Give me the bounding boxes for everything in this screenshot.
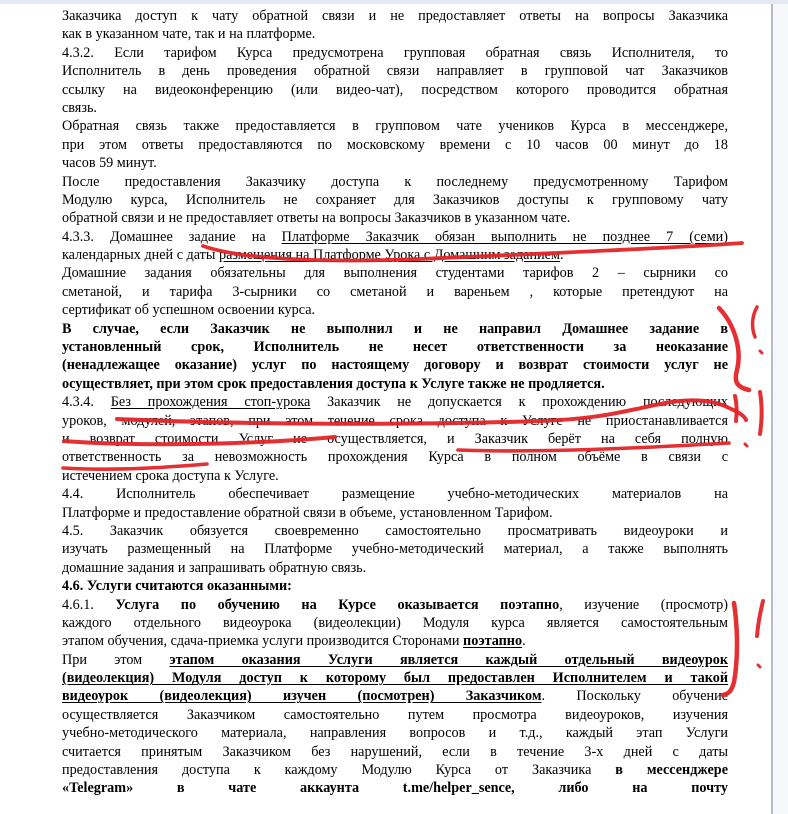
text-line [62, 687, 728, 705]
pen-dot-right-vozvrat-line [745, 444, 747, 446]
text-segment: Обратная связь также предоставляется в групповом чате учеников Курса в мессенджере, [62, 118, 728, 135]
text-segment: Домашние задания обязательны для выполнения студентами тарифов 2 – сырники со [62, 265, 728, 282]
text-line [62, 596, 728, 614]
text-line [62, 356, 728, 374]
text-line [62, 25, 728, 43]
text-line [62, 504, 728, 522]
text-line [62, 522, 728, 540]
text-segment: , изучение (просмотр) [559, 596, 728, 613]
text-segment: при этом ответы предоставляются по московскому времени с 10 часов 00 минут до 18 [62, 136, 728, 153]
text-line [62, 117, 728, 135]
text-line [62, 301, 728, 319]
window-chrome-strip [0, 0, 788, 4]
text-line [62, 412, 728, 430]
text-segment: Платформе Заказчик обязан выполнить не позднее 7 (семи) [281, 228, 728, 245]
text-segment: как в указанном чате, так и на платформе. [62, 26, 316, 43]
text-line [62, 761, 728, 779]
text-line [62, 338, 728, 356]
text-segment: При этом [62, 651, 170, 668]
text-segment: каждого отдельного видеоурока (видеолекции) Модуля курса является самостоятельным [62, 614, 728, 631]
text-segment: 4.6.1. [62, 596, 116, 613]
pen-dot-right-4-6-1 [758, 665, 760, 667]
text-line [62, 136, 728, 154]
text-line [62, 7, 728, 25]
text-segment: домашние задания и запрашивать обратную связь. [62, 559, 367, 576]
text-segment: изучать размещенный на Платформе учебно-методический материал, а также выполнять [62, 541, 728, 558]
text-segment: часов 59 минут. [62, 155, 157, 172]
text-segment: 4.3.4. [62, 394, 111, 411]
text-segment: этапом оказания Услуги является каждый отдельный видеоурок [169, 651, 728, 668]
text-segment: поэтапно [463, 633, 523, 650]
text-segment: Заказчика доступ к чату обратной связи и не предоставляет ответы на вопросы Заказчика [62, 8, 728, 24]
text-line [62, 540, 728, 558]
text-line [62, 559, 728, 577]
text-line [62, 485, 728, 503]
text-segment: . Поскольку обучение [541, 688, 728, 705]
text-segment: этапом обучения, сдача-приемка услуги производится Сторонами [62, 633, 464, 650]
text-segment: и возврат стоимости Услуг не осуществляется, и Заказчик берёт на себя полную [62, 430, 728, 447]
text-line [62, 467, 728, 485]
text-segment: 4.5. Заказчик обязуется своевременно самостоятельно просматривать видеоуроки и [62, 522, 728, 539]
text-segment: размещения на Платформе Урока с Домашним заданием [218, 247, 560, 264]
text-segment: осуществляет, при этом срок предоставления доступа к Услуге также не продляется. [62, 375, 605, 392]
text-line [62, 614, 728, 632]
text-segment: уроков, модулей, этапов, при этом течение срока доступа к Услуге не приостанавливается [62, 412, 728, 429]
text-segment: Платформе и предоставление обратной связи в объеме, установленном Тарифом. [62, 504, 553, 521]
text-segment: Без прохождения стоп-урока [110, 394, 311, 411]
pen-stroke-right-4-6-1-short [757, 601, 763, 636]
text-line [62, 264, 728, 282]
text-segment: После предоставления Заказчику доступа к последнему предусмотренному Тарифом [62, 173, 728, 190]
text-line [62, 81, 728, 99]
text-segment: ссылку на видеоконференцию (или видео-чат), посредством которого проводится обратная [62, 81, 728, 98]
text-segment: (ненадлежащее оказание) услуг по настоящему договору и возврат стоимости услуг не [62, 357, 728, 374]
text-segment: Услуга по обучению на Курсе оказывается поэтапно [115, 596, 560, 613]
contract-document-text [62, 7, 728, 798]
text-segment: 4.6. Услуги считаются оказанными: [62, 578, 292, 595]
text-segment: связь. [62, 99, 97, 116]
text-segment: Модулю курса, Исполнитель не сохраняет для Заказчиков доступы к групповому чату [62, 191, 728, 208]
text-segment: В случае, если Заказчик не выполнил и не направил Домашнее задание в [62, 320, 728, 337]
text-line [62, 724, 728, 742]
text-segment: в мессенджере [615, 762, 728, 779]
text-segment: (видеолекция) Модуля доступ к которому был предоставлен Исполнителем и такой [62, 670, 728, 687]
text-segment: видеоурок (видеолекция) изучен (посмотрен) Заказчиком [62, 688, 542, 705]
pen-tick-right-4-3-4-a [735, 396, 737, 421]
text-segment: предоставления доступа к каждому Модулю Курса от Заказчика [62, 762, 616, 779]
text-segment: осуществляется Заказчиком самостоятельно путем просмотра видеоуроков, изучения [62, 706, 728, 723]
text-line [62, 651, 728, 669]
pen-paren-right-bold-para [753, 307, 757, 337]
text-segment: Исполнитель в день проведения обратной связи направляет в групповой чат Заказчиков [62, 63, 728, 80]
text-segment: обратной связи и не предоставляет ответы на вопросы Заказчиков в указанном чате. [62, 210, 571, 227]
text-line [62, 191, 728, 209]
text-segment: 4.4. Исполнитель обеспечивает размещение учебно-методических материалов на [62, 486, 728, 503]
text-segment: установленный срок, Исполнитель не несет ответственности за неоказание [62, 339, 728, 356]
text-line [62, 283, 728, 301]
text-segment: ответственность за невозможность прохождения Курса в полном объёме в связи с [62, 449, 728, 466]
text-line [62, 209, 728, 227]
text-segment: 4.3.2. Если тарифом Курса предусмотрена групповая обратная связь Исполнителя, то [62, 44, 728, 61]
scrollbar-track[interactable] [771, 4, 788, 814]
text-segment: считается принятым Заказчиком без нарушений, если в течение 3-х дней с даты [62, 743, 728, 760]
pen-dot-right-bold-para [760, 351, 762, 353]
text-segment: учебно-методического материала, направления вопросов и т.д., каждый этап Услуги [62, 725, 728, 742]
text-line [62, 173, 728, 191]
text-line [62, 99, 728, 117]
text-segment: календарных дней с даты [62, 247, 219, 264]
text-line [62, 62, 728, 80]
text-line [62, 577, 728, 595]
text-line [62, 44, 728, 62]
text-line [62, 779, 728, 797]
text-segment: сметаной, и тарифа 3-сырники со сметаной и вареньем , которые претендуют на [62, 283, 728, 300]
text-line [62, 154, 728, 172]
text-line [62, 669, 728, 687]
text-line [62, 320, 728, 338]
text-segment: истечением срока доступа к Услуге. [62, 467, 279, 484]
text-segment: «Telegram» в чате аккаунта t.me/helper_sence, либо на почту [62, 780, 728, 797]
text-line [62, 393, 728, 411]
text-line [62, 632, 728, 650]
pen-tick-right-4-3-4-b [760, 392, 762, 434]
text-segment: 4.3.3. Домашнее задание на [62, 228, 282, 245]
text-segment: . [559, 247, 564, 264]
text-line [62, 448, 728, 466]
text-line [62, 706, 728, 724]
text-line [62, 743, 728, 761]
text-line [62, 375, 728, 393]
text-segment: Заказчик не допускается к прохождению последующих [310, 394, 728, 411]
text-line [62, 246, 728, 264]
text-line [62, 228, 728, 246]
text-line [62, 430, 728, 448]
text-segment: . [522, 633, 526, 650]
text-segment: сертификат об успешном освоении курса. [62, 302, 316, 319]
